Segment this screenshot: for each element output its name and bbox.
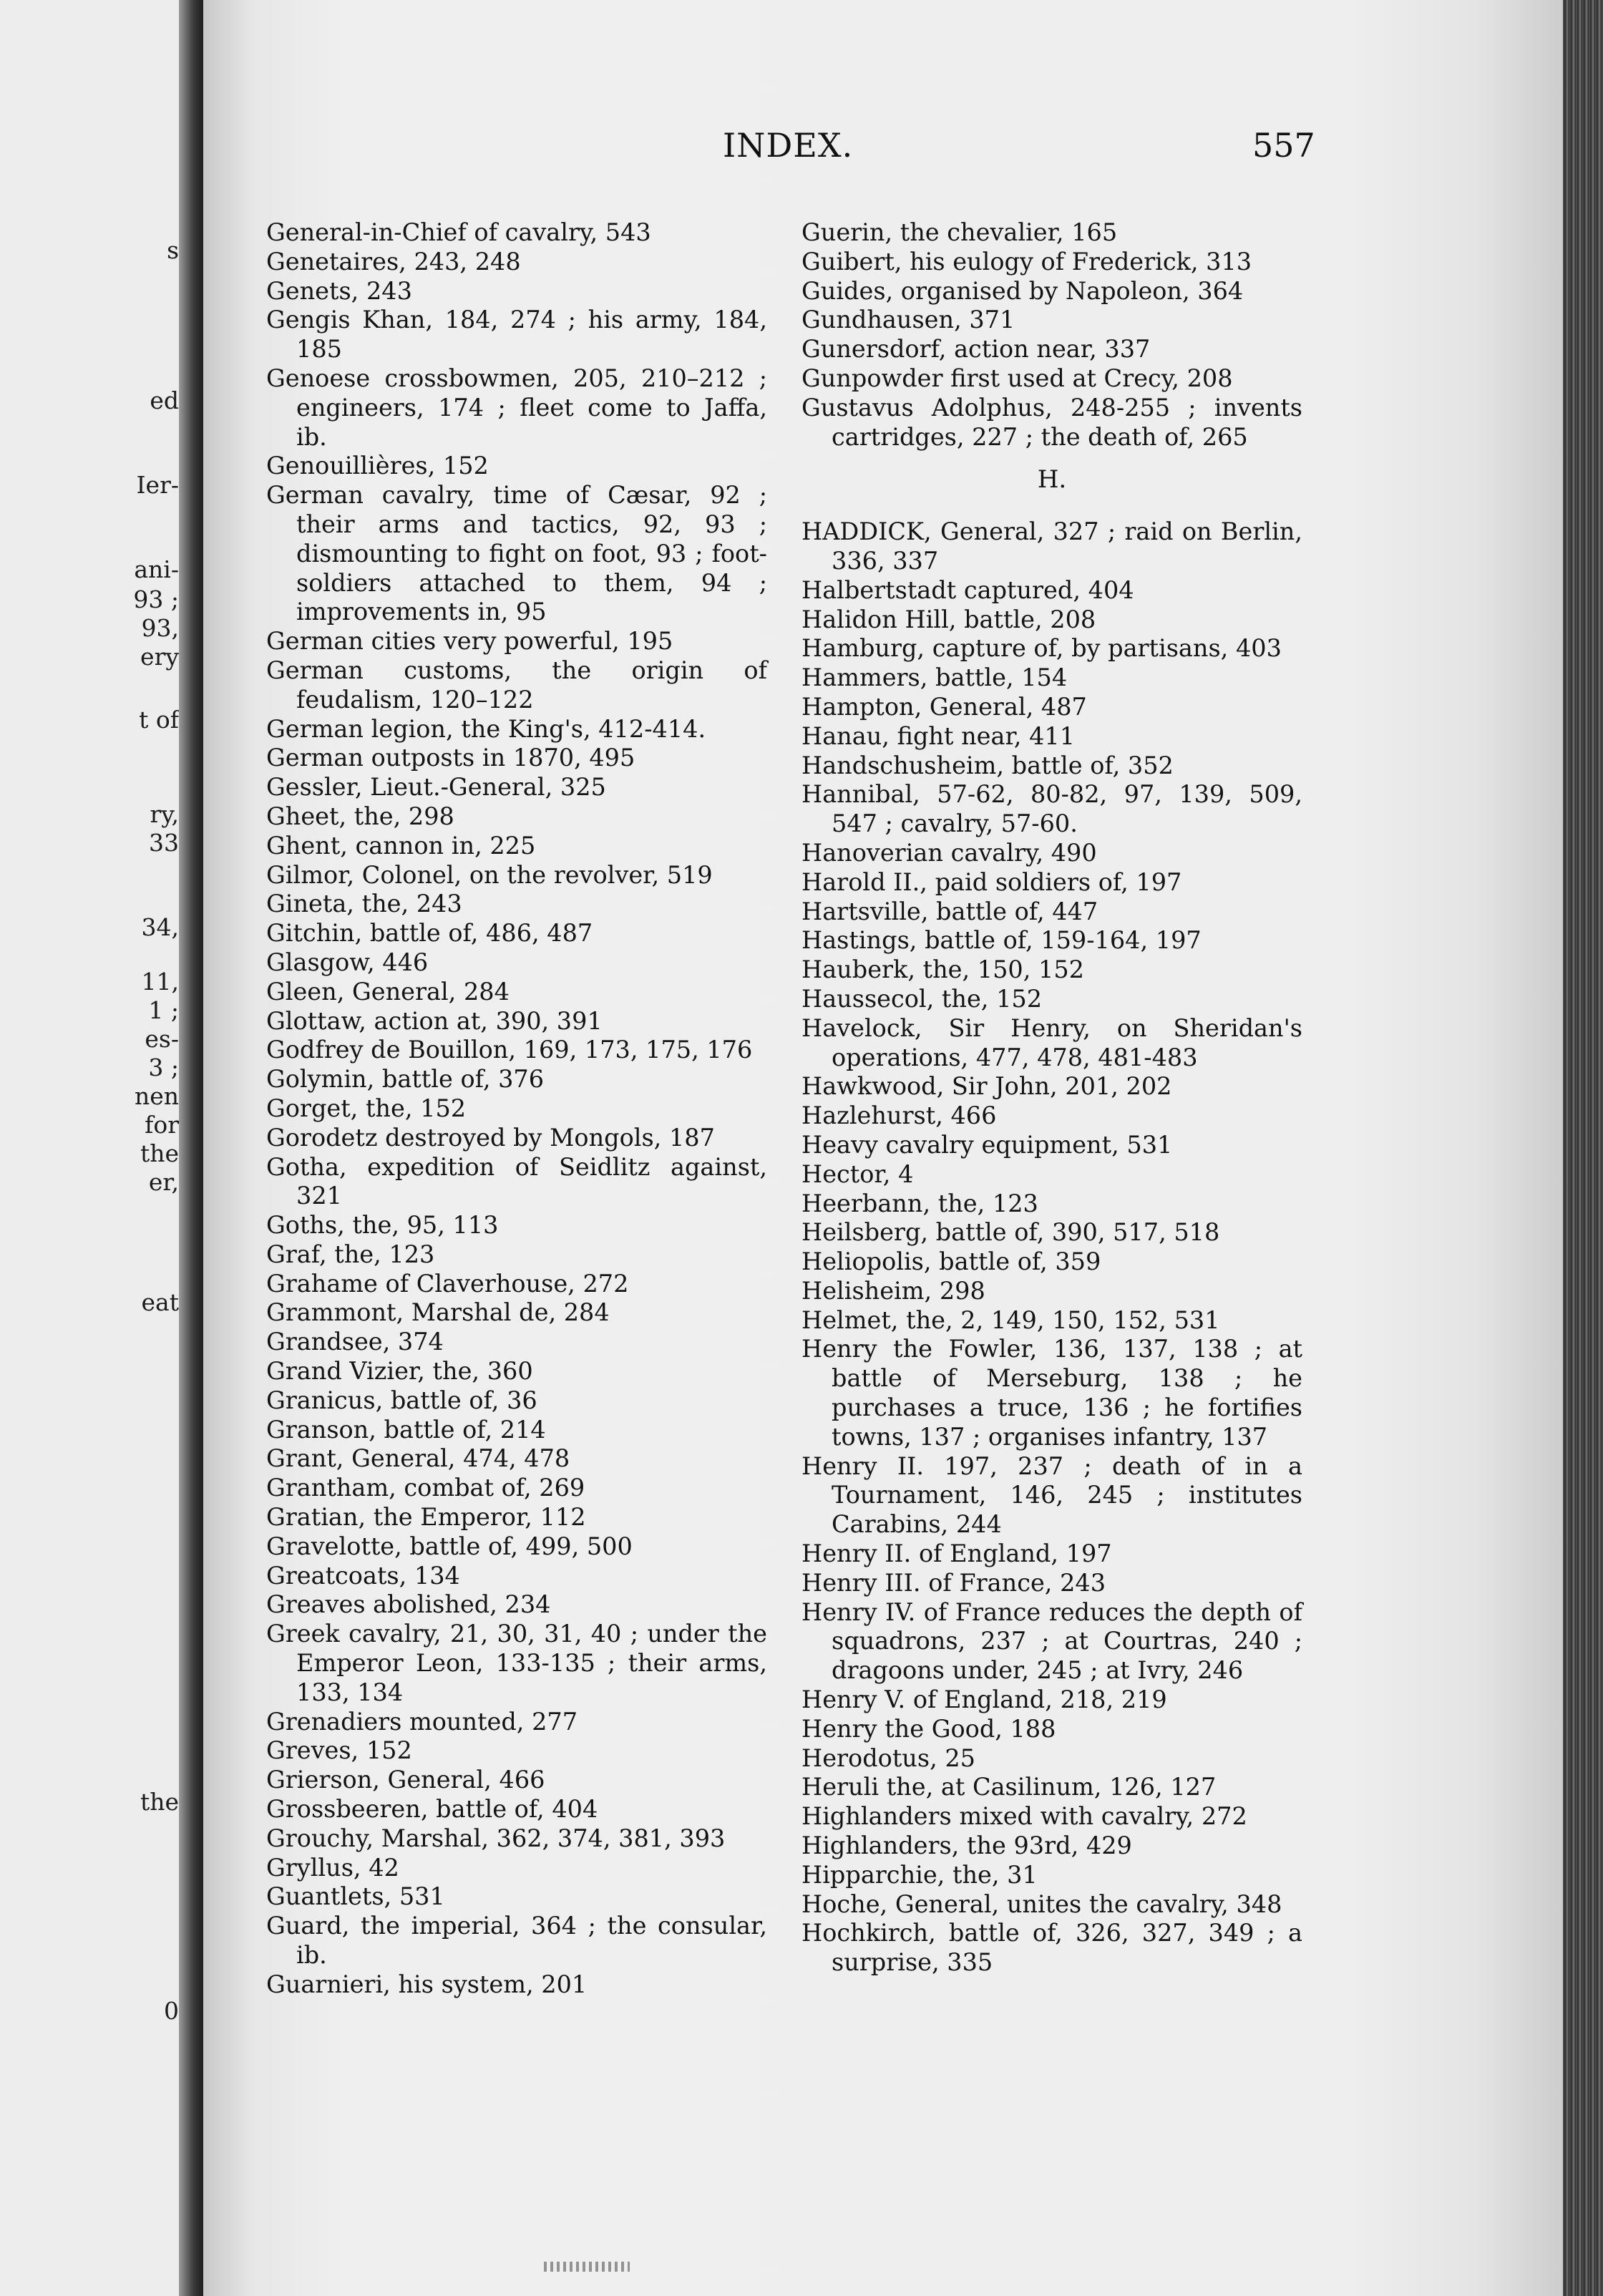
index-entry: German cities very powerful, 195 [266,627,673,656]
index-entry: Gratian, the Emperor, 112 [266,1503,586,1532]
index-entry: Henry the Fowler, 136, 137, 138 ; at battle of Merseburg, 138 ; he purchases a truce, 136 ; he fortifies towns, 137 ; organises infantry, 137 [802,1335,1302,1451]
facing-page-text-fragment: ed [150,386,179,414]
index-entry: Heavy cavalry equipment, 531 [802,1130,1173,1159]
index-entry: Heliopolis, battle of, 359 [802,1247,1101,1276]
index-entry: Gheet, the, 298 [266,802,454,830]
index-entry: Havelock, Sir Henry, on Sheridan's operations, 477, 478, 481-483 [802,1013,1302,1071]
index-entry: Hamburg, capture of, by partisans, 403 [802,634,1282,663]
index-entry: Highlanders mixed with cavalry, 272 [802,1802,1247,1831]
index-entry: Gustavus Adolphus, 248-255 ; invents cartridges, 227 ; the death of, 265 [802,393,1302,451]
index-entry: Godfrey de Bouillon, 169, 173, 175, 176 [266,1036,753,1064]
index-entry: Guibert, his eulogy of Frederick, 313 [802,247,1252,276]
index-entry: Hanoverian cavalry, 490 [802,838,1097,867]
index-entry: Glottaw, action at, 390, 391 [266,1006,603,1035]
index-entry: Heerbann, the, 123 [802,1189,1038,1217]
index-entry: Heilsberg, battle of, 390, 517, 518 [802,1218,1220,1247]
facing-page-text-fragment: ry, [150,800,179,828]
index-entry: Halbertstadt captured, 404 [802,575,1134,604]
index-entry: Gleen, General, 284 [266,977,510,1006]
index-entry: Gineta, the, 243 [266,890,462,918]
facing-page-fragments [0,0,179,2296]
index-entry: Gorodetz destroyed by Mongols, 187 [266,1123,715,1152]
index-entry: Guantlets, 531 [266,1882,445,1911]
index-entry: Genetaires, 243, 248 [266,247,521,276]
index-entry: Grouchy, Marshal, 362, 374, 381, 393 [266,1824,726,1852]
index-entry: Grant, General, 474, 478 [266,1444,570,1473]
index-entry: Henry II. 197, 237 ; death of in a Tournament, 146, 245 ; institutes Carabins, 244 [802,1451,1302,1539]
facing-page-edge [0,0,179,2296]
index-entry: Heruli the, at Casilinum, 126, 127 [802,1773,1217,1801]
index-entry: Gorget, the, 152 [266,1094,467,1122]
index-entry: Gitchin, battle of, 486, 487 [266,919,593,948]
index-entry: Hochkirch, battle of, 326, 327, 349 ; a surprise, 335 [802,1919,1302,1977]
index-entry: Grahame of Claverhouse, 272 [266,1269,629,1298]
index-entry: Greek cavalry, 21, 30, 31, 40 ; under the Emperor Leon, 133-135 ; their arms, 133, 134 [266,1620,767,1706]
facing-page-text-fragment: 93, [141,614,179,642]
index-entry: Gryllus, 42 [266,1853,399,1882]
index-entry: Greves, 152 [266,1736,412,1765]
index-entry: Gunersdorf, action near, 337 [802,335,1151,364]
index-entry: Hastings, battle of, 159-164, 197 [802,926,1202,955]
index-entry: German cavalry, time of Cæsar, 92 ; their arms and tactics, 92, 93 ; dismounting to fight on foot, 93 ; foot-soldiers attached to them, 94 ; improvements in, 95 [266,481,767,626]
facing-page-text-fragment: 11, [141,968,179,996]
index-entry: Goths, the, 95, 113 [266,1211,499,1240]
index-entries-g-continued [802,218,1302,452]
index-entry: Graf, the, 123 [266,1240,435,1268]
index-entry: Hawkwood, Sir John, 201, 202 [802,1072,1172,1101]
index-entry: German customs, the origin of feudalism, 120–122 [266,656,767,714]
index-entry: Hammers, battle, 154 [802,663,1068,692]
index-entry: Helisheim, 298 [802,1276,985,1305]
index-entry: Hannibal, 57-62, 80-82, 97, 139, 509, 547 ; cavalry, 57-60. [802,780,1302,838]
index-entry: Hipparchie, the, 31 [802,1860,1038,1889]
facing-page-text-fragment: nen [134,1082,179,1110]
index-entry: Granicus, battle of, 36 [266,1386,537,1414]
index-entry: Guarnieri, his system, 201 [266,1970,588,1998]
index-entry: Hauberk, the, 150, 152 [802,955,1084,984]
index-entry: Grenadiers mounted, 277 [266,1707,578,1736]
index-entry: Hartsville, battle of, 447 [802,897,1098,925]
index-entry: Guard, the imperial, 364 ; the consular, ib. [266,1912,767,1970]
facing-page-text-fragment: 0 [164,1997,179,2025]
index-entry: Helmet, the, 2, 149, 150, 152, 531 [802,1305,1220,1334]
index-entry: Hector, 4 [802,1159,914,1188]
facing-page-text-fragment: 1 ; [148,996,179,1024]
index-entry: Highlanders, the 93rd, 429 [802,1832,1132,1860]
index-entry: Genets, 243 [266,276,412,305]
index-entry: Halidon Hill, battle, 208 [802,605,1096,633]
index-entry: Gotha, expedition of Seidlitz against, 321 [266,1152,767,1210]
index-entries-h [802,517,1302,1978]
index-entry: Henry II. of England, 197 [802,1539,1112,1568]
index-entry: Henry IV. of France reduces the depth of squadrons, 237 ; at Courtras, 240 ; dragoons under, 245 ; at Ivry, 246 [802,1597,1302,1685]
facing-page-text-fragment: t of [139,706,179,734]
facing-page-text-fragment: the [140,1788,179,1816]
facing-page-text-fragment: 34, [141,913,179,941]
facing-page-text-fragment: 33 [149,829,179,857]
index-entry: Gravelotte, battle of, 499, 500 [266,1532,633,1560]
facing-page-text-fragment: eat [141,1288,179,1316]
facing-page-text-fragment: ani- [134,555,179,583]
index-entry: Henry the Good, 188 [802,1714,1056,1743]
index-entry: Granson, battle of, 214 [266,1415,546,1444]
index-entry: German legion, the King's, 412-414. [266,714,706,743]
book-gutter [179,0,203,2296]
index-entry: Guerin, the chevalier, 165 [802,218,1118,246]
facing-page-text-fragment: ery [140,643,179,671]
facing-page-text-fragment: er, [148,1168,179,1196]
index-entry: Haussecol, the, 152 [802,984,1043,1013]
index-entry: Hampton, General, 487 [802,692,1087,721]
index-entry: Greatcoats, 134 [266,1561,460,1590]
page-header-title: INDEX. [723,126,854,165]
index-entry: Genouillières, 152 [266,452,489,480]
index-entry: Hoche, General, unites the cavalry, 348 [802,1889,1282,1918]
index-entry: Ghent, cannon in, 225 [266,831,536,860]
index-entry: Guides, organised by Napoleon, 364 [802,276,1244,305]
index-entry: Herodotus, 25 [802,1743,975,1772]
index-entry: Grantham, combat of, 269 [266,1474,585,1502]
facing-page-text-fragment: for [145,1111,179,1139]
index-entry: Gilmor, Colonel, on the revolver, 519 [266,860,713,889]
index-entry: Gundhausen, 371 [802,306,1015,334]
index-entry: Grierson, General, 466 [266,1766,545,1794]
scan-artifact [544,2262,630,2272]
index-entry: Glasgow, 446 [266,948,429,976]
index-entry: Gengis Khan, 184, 274 ; his army, 184, 185 [266,306,767,364]
page-number: 557 [1252,126,1315,165]
index-entry: Grandsee, 374 [266,1328,444,1356]
facing-page-text-fragment: 93 ; [133,585,179,613]
index-entry: Harold II., paid soldiers of, 197 [802,867,1182,896]
index-entry: Henry V. of England, 218, 219 [802,1685,1167,1714]
facing-page-text-fragment: 3 ; [148,1054,179,1081]
index-entry: Grossbeeren, battle of, 404 [266,1795,598,1824]
index-entry: General-in-Chief of cavalry, 543 [266,218,651,246]
facing-page-text-fragment: the [140,1139,179,1167]
index-entry: German outposts in 1870, 495 [266,744,635,772]
index-entry: Genoese crossbowmen, 205, 210–212 ; engineers, 174 ; fleet come to Jaffa, ib. [266,364,767,451]
index-entry: Hanau, fight near, 411 [802,721,1076,750]
index-entry: Gessler, Lieut.-General, 325 [266,773,606,802]
index-entry: HADDICK, General, 327 ; raid on Berlin, 336, 337 [802,517,1302,575]
index-entry: Henry III. of France, 243 [802,1568,1106,1597]
index-entry: Handschusheim, battle of, 352 [802,751,1174,779]
facing-page-text-fragment: Ier- [136,471,179,499]
index-column-right [802,218,1302,1978]
facing-page-text-fragment: es- [145,1025,179,1053]
index-entry: Golymin, battle of, 376 [266,1065,545,1094]
index-column-left [266,218,767,2000]
index-entry: Grammont, Marshal de, 284 [266,1298,610,1327]
facing-page-text-fragment: s [167,236,179,264]
index-entry: Grand Vizier, the, 360 [266,1357,533,1386]
index-entry: Gunpowder first used at Crecy, 208 [802,364,1233,392]
page-stack-edge [1563,0,1603,2296]
section-letter-h: H. [1037,465,1067,495]
index-entry: Greaves abolished, 234 [266,1590,551,1619]
index-entry: Hazlehurst, 466 [802,1101,997,1130]
